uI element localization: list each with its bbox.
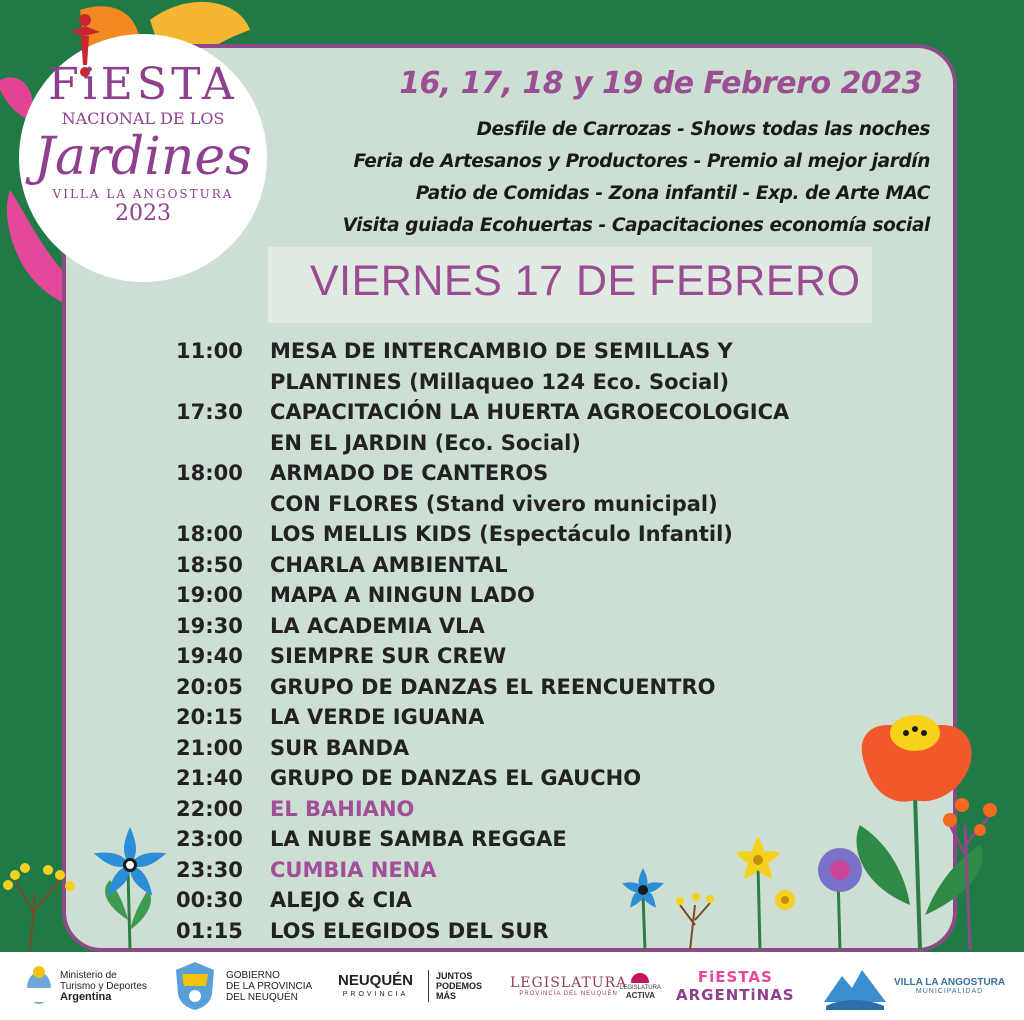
schedule-time: 18:00 xyxy=(176,522,243,546)
schedule-time: 23:30 xyxy=(176,857,243,882)
schedule-act: LA NUBE SAMBA REGGAE xyxy=(270,827,567,851)
villa-subtitle: MUNICIPALIDAD xyxy=(915,988,984,995)
schedule-act: CUMBIA NENA xyxy=(270,857,437,882)
schedule-row xyxy=(176,641,916,672)
activa-line: ACTIVA xyxy=(625,990,656,1000)
schedule-row xyxy=(176,611,916,642)
schedule-act: LOS ELEGIDOS DEL SUR xyxy=(270,918,549,943)
juntos-line: PODEMOS xyxy=(436,981,483,991)
sponsor-divider xyxy=(428,970,429,1002)
schedule-row xyxy=(176,672,916,703)
sponsor-legislatura-activa xyxy=(620,952,661,1020)
gobierno-line: DE LA PROVINCIA xyxy=(226,980,313,992)
schedule-act: SUR BANDA xyxy=(270,735,410,760)
gobierno-line: GOBIERNO xyxy=(226,969,280,981)
legislatura-wordmark: LEGISLATURA xyxy=(510,975,628,991)
schedule-time: 17:30 xyxy=(176,400,243,424)
logo-fiesta: FiESTA xyxy=(48,59,238,110)
schedule-act: LA VERDE IGUANA xyxy=(270,705,485,729)
schedule-act: ARMADO DE CANTEROS CON FLORES (Stand vivero municipal) xyxy=(270,461,718,516)
sponsor-ministerio xyxy=(60,952,147,1020)
neuquen-subtitle: PROVINCIA xyxy=(342,990,409,998)
ministerio-line: Ministerio de xyxy=(60,969,117,981)
schedule-act: CHARLA AMBIENTAL xyxy=(270,552,508,577)
schedule-time: 11:00 xyxy=(176,339,243,363)
fiestas-line: FiESTAS xyxy=(697,968,773,986)
schedule-row xyxy=(176,550,916,581)
schedule-row xyxy=(176,519,916,550)
feature-line: Desfile de Carrozas - Shows todas las noches xyxy=(476,119,930,140)
schedule-time: 18:50 xyxy=(176,552,243,577)
neuquen-wordmark: NEUQUÉN xyxy=(338,971,414,989)
schedule-act: GRUPO DE DANZAS EL GAUCHO xyxy=(270,766,642,790)
schedule-act: ALEJO & CIA xyxy=(270,888,413,912)
juntos-line: MÁS xyxy=(436,991,456,1001)
logo-nacional: NACIONAL DE LOS xyxy=(61,109,225,128)
schedule-time: 21:00 xyxy=(176,735,243,760)
ministerio-line: Turismo y Deportes xyxy=(60,980,147,992)
sponsor-fiestas-argentinas xyxy=(676,952,795,1020)
schedule-act: MESA DE INTERCAMBIO DE SEMILLAS Y PLANTINES (Millaqueo 124 Eco. Social) xyxy=(270,339,733,394)
logo-year: 2023 xyxy=(115,201,171,226)
feature-line: Visita guiada Ecohuertas - Capacitaciones economía social xyxy=(342,215,930,236)
schedule-time: 20:15 xyxy=(176,705,243,729)
day-title: VIERNES 17 DE FEBRERO xyxy=(310,257,861,305)
schedule-act: SIEMPRE SUR CREW xyxy=(270,644,507,668)
argentina-emblem-icon xyxy=(24,964,54,1008)
schedule-row xyxy=(176,580,916,611)
schedule-time: 22:00 xyxy=(176,796,243,821)
sponsor-juntos xyxy=(436,952,482,1020)
sponsor-neuquen xyxy=(338,952,413,1020)
logo-place: VILLA LA ANGOSTURA xyxy=(52,187,234,201)
flower-decoration-right xyxy=(610,705,1024,955)
event-dates: 16, 17, 18 y 19 de Febrero 2023 xyxy=(399,66,922,101)
schedule-row xyxy=(176,458,916,519)
schedule-row xyxy=(176,397,916,458)
schedule-time: 01:15 xyxy=(176,918,243,943)
villa-wordmark: VILLA LA ANGOSTURA xyxy=(894,977,1006,988)
sponsor-villa xyxy=(894,952,1005,1020)
schedule-act: GRUPO DE DANZAS EL REENCUENTRO xyxy=(270,674,716,699)
schedule-act: LOS MELLIS KIDS (Espectáculo Infantil) xyxy=(270,522,733,546)
feature-list xyxy=(300,114,930,242)
sponsor-legislatura xyxy=(510,952,627,1020)
villa-mountain-icon xyxy=(822,962,888,1010)
gobierno-line: DEL NEUQUÉN xyxy=(226,991,298,1003)
schedule-time: 19:00 xyxy=(176,583,243,607)
schedule-time: 21:40 xyxy=(176,766,243,790)
neuquen-shield-icon xyxy=(172,960,218,1012)
schedule-time: 18:00 xyxy=(176,461,243,485)
logo-text xyxy=(20,59,266,226)
schedule-time: 19:40 xyxy=(176,644,243,668)
fiestas-line: ARGENTiNAS xyxy=(676,986,795,1004)
schedule-act: EL BAHIANO xyxy=(270,796,415,821)
schedule-act: LA ACADEMIA VLA xyxy=(270,613,485,638)
schedule-time: 00:30 xyxy=(176,888,243,912)
logo-jardines: Jardines xyxy=(34,127,252,187)
sun-icon xyxy=(631,973,649,983)
flower-decoration-left xyxy=(0,820,170,955)
schedule-time: 23:00 xyxy=(176,827,243,851)
schedule-act: CAPACITACIÓN LA HUERTA AGROECOLOGICA EN EL JARDIN (Eco. Social) xyxy=(270,400,790,455)
schedule-act: MAPA A NINGUN LADO xyxy=(270,583,535,607)
schedule-time: 19:30 xyxy=(176,613,243,638)
ministerio-line: Argentina xyxy=(60,990,112,1003)
sponsor-gobierno xyxy=(226,952,312,1020)
feature-line: Patio de Comidas - Zona infantil - Exp. de Arte MAC xyxy=(415,183,930,204)
sponsor-footer xyxy=(0,952,1024,1020)
schedule-row xyxy=(176,336,916,397)
legislatura-subtitle: PROVINCIA DEL NEUQUÉN xyxy=(519,991,618,997)
activa-line: LEGISLATURA xyxy=(620,984,661,991)
juntos-line: JUNTOS xyxy=(436,971,473,981)
feature-line: Feria de Artesanos y Productores - Premio al mejor jardín xyxy=(353,151,930,172)
schedule-time: 20:05 xyxy=(176,674,243,699)
